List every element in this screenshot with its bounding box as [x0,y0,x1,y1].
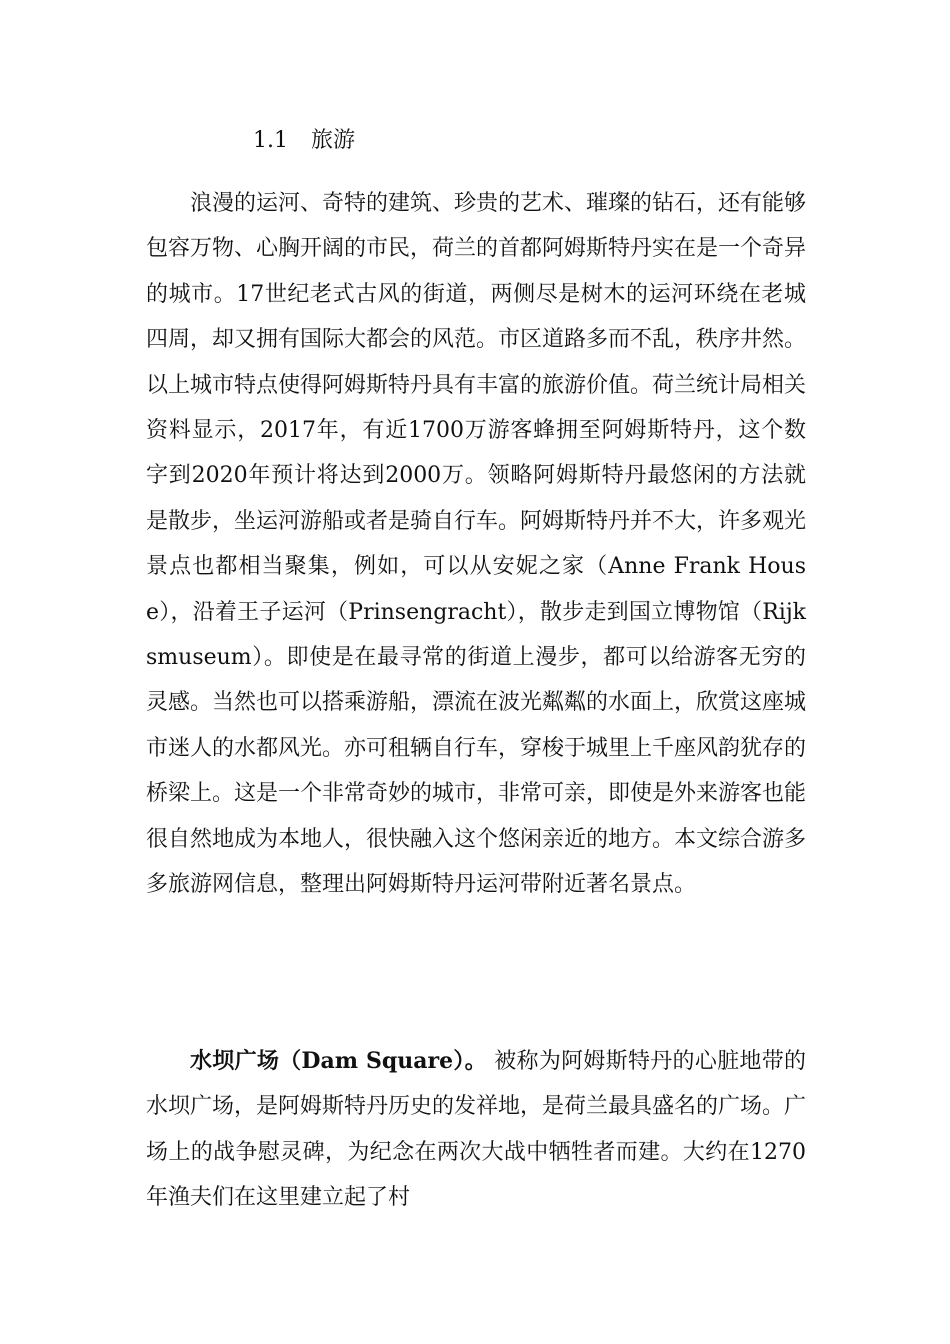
paragraph-dam-square [146,1039,806,1221]
paragraph-body: 被称为阿姆斯特丹的心脏地带的水坝广场，是阿姆斯特丹历史的发祥地，是荷兰最具盛名的广场。广场上的战争慰灵碑，为纪念在两次大战中牺牲者而建。大约在1270年渔夫们在这里建立起了村 [146,1049,807,1211]
section-number: 1.1 [253,128,288,153]
paragraph-lead: 水坝广场（Dam Square）。 [190,1048,487,1074]
section-title: 旅游 [311,128,356,153]
paragraph-intro: 浪漫的运河、奇特的建筑、珍贵的艺术、璀璨的钻石，还有能够包容万物、心胸开阔的市民，荷兰的首都阿姆斯特丹实在是一个奇异的城市。17世纪老式古风的街道，两侧尽是树木的运河环绕在老城四周，却又拥有国际大都会的风范。市区道路多而不乱，秩序井然。以上城市特点使得阿姆斯特丹具有丰富的旅游价值。荷兰统计局相关资料显示，2017年，有近1700万游客蜂拥至阿姆斯特丹，这个数字到2020年预计将达到2000万。领略阿姆斯特丹最悠闲的方法就是散步，坐运河游船或者是骑自行车。阿姆斯特丹并不大，许多观光景点也都相当聚集，例如，可以从安妮之家（Anne Frank House），沿着王子运河（Prinsengracht），散步走到国立博物馆（Rijksmuseum）。即使是在最寻常的街道上漫步，都可以给游客无穷的灵感。当然也可以搭乘游船，漂流在波光粼粼的水面上，欣赏这座城市迷人的水都风光。亦可租辆自行车，穿梭于城里上千座风韵犹存的桥梁上。这是一个非常奇妙的城市，非常可亲，即使是外来游客也能很自然地成为本地人，很快融入这个悠闲亲近的地方。本文综合游多多旅游网信息，整理出阿姆斯特丹运河带附近著名景点。 [146,191,807,898]
section-heading [253,125,355,157]
